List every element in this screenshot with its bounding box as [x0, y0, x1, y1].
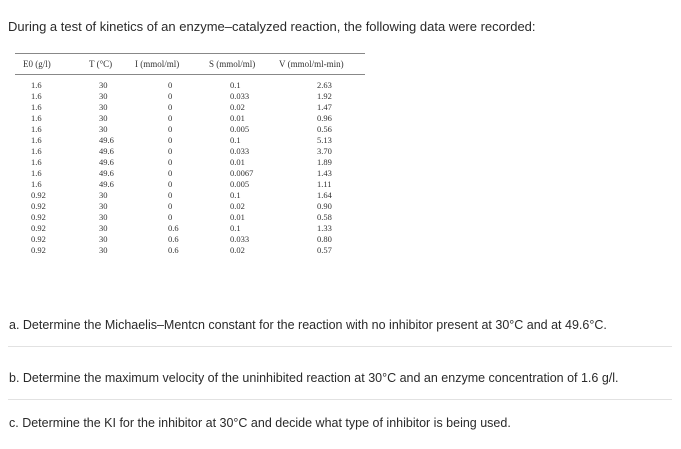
table-cell: 0.005	[230, 179, 250, 189]
header-temperature: T (°C)	[89, 59, 113, 69]
table-cell: 0.033	[230, 91, 250, 101]
table-cell: 0.1	[230, 190, 241, 200]
table-cell: 1.92	[317, 91, 332, 101]
table-cell: 30	[99, 234, 108, 244]
table-cell: 0.57	[317, 245, 332, 255]
question-divider	[8, 346, 672, 347]
table-cell: 0.033	[230, 146, 250, 156]
table-cell: 30	[99, 212, 108, 222]
table-cell: 30	[99, 245, 108, 255]
table-cell: 0.005	[230, 124, 250, 134]
header-velocity: V (mmol/ml-min)	[279, 59, 344, 69]
kinetics-data-table	[9, 45, 371, 305]
table-cell: 0	[168, 146, 173, 156]
table-cell: 30	[99, 91, 108, 101]
table-cell: 0.92	[31, 212, 46, 222]
table-cell: 1.89	[317, 157, 332, 167]
table-cell: 0.01	[230, 157, 245, 167]
table-cell: 0.01	[230, 113, 245, 123]
table-cell: 30	[99, 113, 108, 123]
column-inhibitor	[168, 80, 179, 256]
table-cell: 0	[168, 168, 173, 178]
table-cell: 0	[168, 201, 173, 211]
table-cell: 0.0067	[230, 168, 254, 178]
table-top-rule	[15, 53, 365, 54]
table-cell: 1.64	[317, 190, 332, 200]
column-substrate	[230, 80, 253, 256]
table-cell: 0	[168, 212, 173, 222]
table-cell: 49.6	[99, 146, 114, 156]
table-cell: 49.6	[99, 135, 114, 145]
table-cell: 0.02	[230, 245, 245, 255]
table-cell: 0	[168, 91, 173, 101]
table-cell: 1.11	[317, 179, 332, 189]
table-cell: 0.92	[31, 234, 46, 244]
table-cell: 0.02	[230, 201, 245, 211]
question-c: c. Determine the KI for the inhibitor at 30°C and decide what type of inhibitor is being used.	[9, 416, 511, 430]
table-cell: 30	[99, 201, 108, 211]
table-cell: 0.92	[31, 190, 46, 200]
table-cell: 1.6	[31, 91, 42, 101]
table-cell: 0	[168, 135, 173, 145]
table-cell: 30	[99, 124, 108, 134]
table-cell: 1.33	[317, 223, 332, 233]
table-cell: 1.6	[31, 124, 42, 134]
table-cell: 0.92	[31, 223, 46, 233]
table-header-rule	[15, 74, 365, 75]
table-cell: 0.033	[230, 234, 250, 244]
table-cell: 30	[99, 223, 108, 233]
table-cell: 0	[168, 124, 173, 134]
question-divider	[8, 399, 672, 400]
table-cell: 30	[99, 190, 108, 200]
table-cell: 1.6	[31, 146, 42, 156]
table-cell: 1.6	[31, 102, 42, 112]
table-cell: 5.13	[317, 135, 332, 145]
table-cell: 0.56	[317, 124, 332, 134]
table-cell: 1.6	[31, 168, 42, 178]
table-cell: 0	[168, 179, 173, 189]
table-cell: 49.6	[99, 157, 114, 167]
table-cell: 0.1	[230, 80, 241, 90]
table-cell: 0	[168, 190, 173, 200]
table-cell: 1.43	[317, 168, 332, 178]
table-cell: 0.92	[31, 201, 46, 211]
table-cell: 0.02	[230, 102, 245, 112]
table-cell: 0	[168, 157, 173, 167]
column-e0	[31, 80, 46, 256]
table-cell: 0.1	[230, 135, 241, 145]
table-cell: 0.90	[317, 201, 332, 211]
column-temperature	[99, 80, 114, 256]
question-a: a. Determine the Michaelis–Mentcn constant for the reaction with no inhibitor present at 30°C and at 49.6°C.	[9, 318, 607, 332]
header-inhibitor: I (mmol/ml)	[135, 59, 180, 69]
header-e0: E0 (g/l)	[23, 59, 51, 69]
table-cell: 49.6	[99, 168, 114, 178]
table-cell: 0.6	[168, 234, 179, 244]
table-cell: 0	[168, 113, 173, 123]
table-cell: 0.1	[230, 223, 241, 233]
problem-intro: During a test of kinetics of an enzyme–catalyzed reaction, the following data were recorded:	[8, 19, 536, 34]
table-cell: 0.6	[168, 245, 179, 255]
table-cell: 1.6	[31, 179, 42, 189]
table-cell: 0.96	[317, 113, 332, 123]
table-cell: 2.63	[317, 80, 332, 90]
table-cell: 1.6	[31, 113, 42, 123]
table-cell: 1.6	[31, 135, 42, 145]
column-velocity	[317, 80, 332, 256]
table-cell: 0.80	[317, 234, 332, 244]
table-cell: 1.6	[31, 80, 42, 90]
table-cell: 49.6	[99, 179, 114, 189]
table-cell: 0	[168, 80, 173, 90]
table-cell: 0.58	[317, 212, 332, 222]
table-cell: 0.92	[31, 245, 46, 255]
header-substrate: S (mmol/ml)	[209, 59, 256, 69]
table-cell: 3.70	[317, 146, 332, 156]
question-b: b. Determine the maximum velocity of the uninhibited reaction at 30°C and an enzyme concentration of 1.6 g/l.	[9, 371, 619, 385]
table-cell: 30	[99, 102, 108, 112]
table-cell: 0.01	[230, 212, 245, 222]
table-cell: 0.6	[168, 223, 179, 233]
table-cell: 30	[99, 80, 108, 90]
table-cell: 1.6	[31, 157, 42, 167]
table-cell: 1.47	[317, 102, 332, 112]
table-cell: 0	[168, 102, 173, 112]
